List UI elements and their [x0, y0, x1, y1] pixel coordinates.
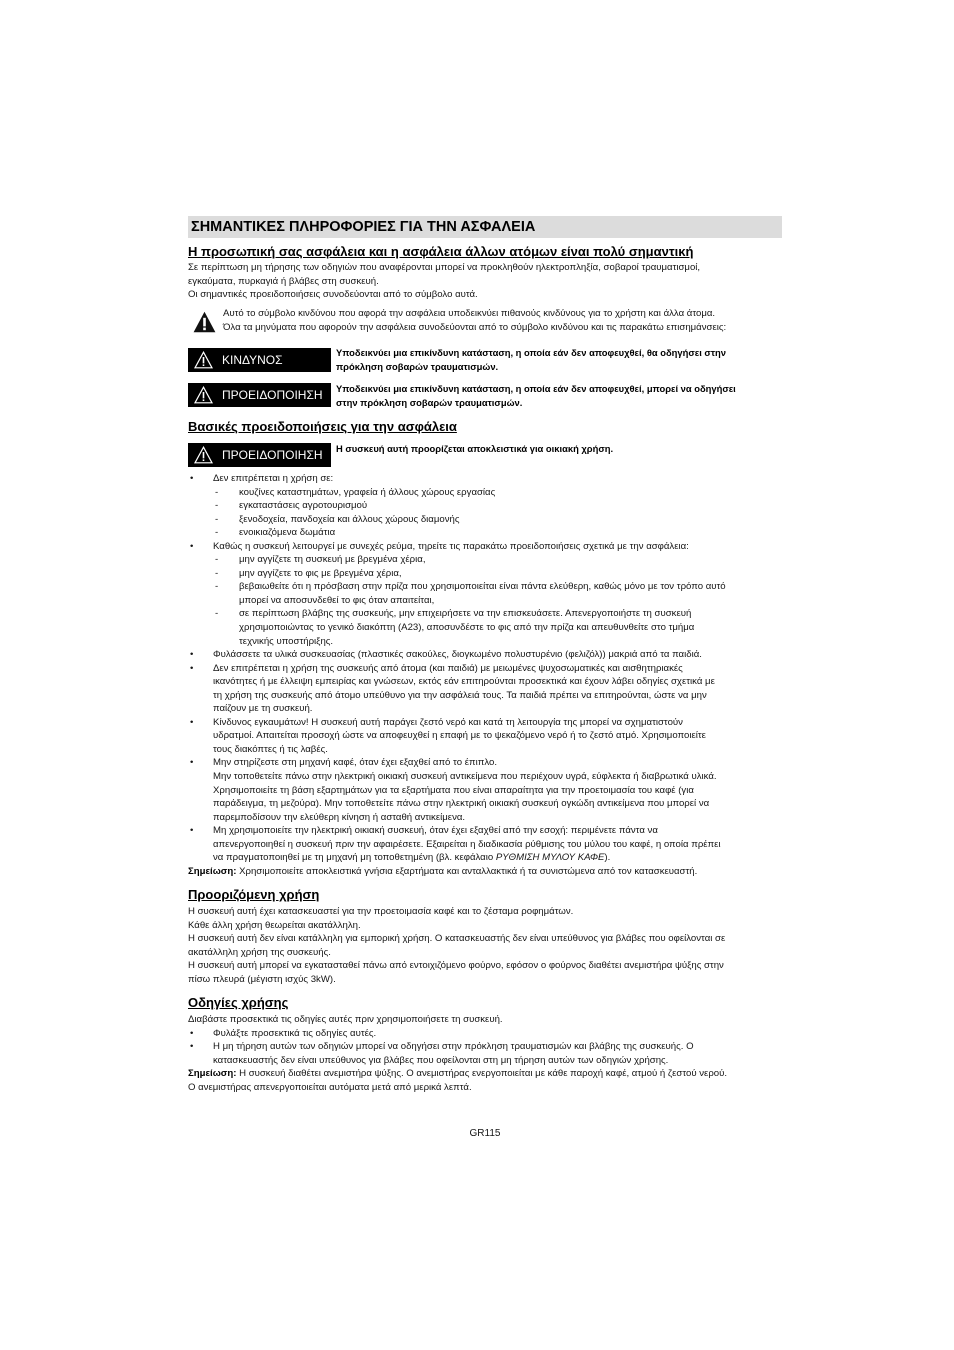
sub-list-item: [213, 499, 782, 513]
list-item: [188, 756, 782, 824]
text-line: - μην αγγίζετε τη συσκευή με βρεγμένα χέρια,: [239, 554, 426, 566]
page-title: ΣΗΜΑΝΤΙΚΕΣ ΠΛΗΡΟΦΟΡΙΕΣ ΓΙΑ ΤΗΝ ΑΣΦΑΛΕΙΑ: [191, 219, 536, 235]
text-line: Η συσκευή αυτή έχει κατασκευαστεί για την προετοιμασία καφέ και το ζέσταμα ροφημάτων.: [188, 906, 574, 917]
warning-label-box: [188, 443, 331, 467]
text-line: Αυτό το σύμβολο κινδύνου που αφορά την ασφάλεια υποδεικνύει πιθανούς κινδύνους για το χρήστη και άλλα άτομα.: [223, 308, 716, 319]
list-item: [188, 1040, 782, 1067]
danger-label-box: [188, 348, 331, 372]
list-item: [188, 540, 782, 648]
list-item: [188, 716, 782, 757]
text-line: παίζουν με τη συσκευή.: [213, 703, 313, 715]
text-line: - βεβαιωθείτε ότι η πρόσβαση στην πρίζα που χρησιμοποιείται είναι πάντα ελεύθερη, καθώς μόνο με τον τρόπο αυτό: [239, 581, 726, 593]
symbol-note: [223, 307, 782, 334]
warning-label: ΠΡΟΕΙΔΟΠΟΙΗΣΗ: [222, 388, 323, 402]
sub-list-item: [213, 567, 782, 581]
sub-list-item: [213, 580, 782, 607]
text-line: Υποδεικνύει μια επικίνδυνη κατάσταση, η οποία εάν δεν αποφευχθεί, θα οδηγήσει στην: [336, 347, 726, 358]
text-line: εγκαύματα, πυρκαγιά ή βλάβες στη συσκευή.: [188, 275, 379, 287]
text-line: - ξενοδοχεία, πανδοχεία και άλλους χώρους διαμονής: [239, 513, 460, 525]
text-line: • Μην στηρίζεστε στη μηχανή καφέ, όταν έχει εξαχθεί από το έπιπλο.: [213, 757, 498, 769]
note: [188, 1067, 782, 1081]
sub-list-item: [213, 513, 782, 527]
note: [188, 865, 782, 879]
text-line: • Φυλάσσετε τα υλικά συσκευασίας (πλαστικές σακούλες, διογκωμένο πολυστυρένιο (φελιζόλ)) μακριά από τα παιδιά.: [213, 649, 702, 661]
warning-triangle-icon: [194, 351, 213, 369]
text-line: Διαβάστε προσεκτικά τις οδηγίες αυτές πριν χρησιμοποιήσετε τη συσκευή.: [188, 1014, 503, 1025]
intro-paragraph: [188, 261, 782, 302]
text-line: • Η μη τήρηση αυτών των οδηγιών μπορεί να οδηγήσει στην πρόκληση τραυματισμών και βλάβης της συσκευής. Ο: [213, 1041, 694, 1053]
text-line: - ενοικιαζόμενα δωμάτια: [239, 527, 336, 539]
text-line: • Καθώς η συσκευή λειτουργεί με συνεχές ρεύμα, τηρείτε τις παρακάτω προειδοποιήσεις σχετικά με την ασφάλεια:: [213, 540, 689, 552]
warning-description: [336, 382, 782, 409]
text-line: Σε περίπτωση μη τήρησης των οδηγιών που αναφέρονται μπορεί να προκληθούν ηλεκτροπληξία, σοβαροί τραυματισμοί,: [188, 262, 701, 273]
text-line: μπορεί να αποσυνδεθεί το φις όταν απαιτείται,: [239, 594, 435, 606]
text-line-with-reference: [213, 851, 782, 865]
text-line: Κάθε άλλη χρήση θεωρείται ακατάλληλη.: [188, 919, 361, 931]
section-heading-basic-warnings: Βασικές προειδοποιήσεις για την ασφάλεια: [188, 419, 457, 434]
text-line: Όλα τα μηνύματα που αφορούν την ασφάλεια συνοδεύονται από το σύμβολο κινδύνου και τις παρακάτω επισημάνσεις:: [223, 321, 727, 333]
text-line: τους διακόπτες ή τις λαβές.: [213, 743, 328, 755]
text-line: • Δεν επιτρέπεται η χρήση της συσκευής από άτομα (και παιδιά) με μειωμένες ψυχοσωματικές και αισθητηριακές: [213, 662, 683, 674]
text-line: Οι σημαντικές προειδοποιήσεις συνοδεύονται από το σύμβολο αυτά.: [188, 289, 478, 301]
instructions-paragraph: [188, 1013, 782, 1094]
list-item: [188, 648, 782, 662]
text-fragment: ).: [604, 852, 611, 864]
text-line: απενεργοποιηθεί η συσκευή πριν την αφαιρέσετε. Εξαιρείται η διαδικασία ρύθμισης του μύλου του καφέ, η οποία πρέπει: [213, 838, 721, 850]
note-label: Σημείωση:: [188, 865, 237, 877]
warning-description: [336, 442, 782, 456]
text-line: Υποδεικνύει μια επικίνδυνη κατάσταση, η οποία εάν δεν αποφευχθεί, μπορεί να οδηγήσει: [336, 383, 736, 394]
sub-list-item: [213, 486, 782, 500]
danger-description: [336, 346, 782, 373]
warning-label-box: [188, 383, 331, 407]
warning-triangle-icon: [194, 386, 213, 404]
text-line: • Μη χρησιμοποιείτε την ηλεκτρική οικιακή συσκευή, όταν έχει εξαχθεί από την εσοχή: περιμένετε πάντα να: [213, 825, 658, 837]
sub-list-item: [213, 553, 782, 567]
text-line: Η συσκευή αυτή μπορεί να εγκατασταθεί πάνω από εντοιχιζόμενο φούρνο, εφόσον ο φούρνος διαθέτει ανεμιστήρα ψύξης στην: [188, 960, 724, 972]
note-text: Χρησιμοποιείτε αποκλειστικά γνήσια εξαρτήματα και ανταλλακτικά ή τα συνιστώμενα από τον κατασκευαστή.: [239, 865, 698, 877]
sub-list-item: [213, 526, 782, 540]
warning-triangle-icon: [193, 311, 216, 333]
note-label: Σημείωση:: [188, 1068, 237, 1080]
chapter-reference: ΡΥΘΜΙΣΗ ΜΥΛΟΥ ΚΑΦΕ: [495, 852, 605, 864]
section-heading-personal-safety: Η προσωπική σας ασφάλεια και η ασφάλεια άλλων ατόμων είναι πολύ σημαντική: [188, 244, 694, 259]
warning-triangle-icon: [194, 446, 213, 464]
text-line: - κουζίνες καταστημάτων, γραφεία ή άλλους χώρους εργασίας: [239, 486, 496, 498]
list-item: [188, 472, 782, 540]
sub-list-item: [213, 607, 782, 648]
text-line: ακατάλληλη χρήση της συσκευής.: [188, 946, 331, 958]
safety-warnings-list: [188, 472, 782, 878]
text-line: - σε περίπτωση βλάβης της συσκευής, μην επιχειρήσετε να την επισκευάσετε. Απενεργοποιήστε τη συσκευή: [239, 608, 692, 620]
text-line: κατασκευαστής δεν είναι υπεύθυνος για βλάβες που οφείλονται στη μη τήρηση αυτών των οδηγιών χρήσης.: [213, 1054, 669, 1066]
text-line: • Κίνδυνος εγκαυμάτων! Η συσκευή αυτή παράγει ζεστό νερό και κατά τη λειτουργία της μπορεί να σχηματιστούν: [213, 716, 683, 728]
list-item: [188, 824, 782, 865]
section-title-bar: [188, 216, 782, 238]
text-line: - εγκαταστάσεις αγροτουρισμού: [239, 500, 368, 512]
text-line: υδρατμοί. Απαιτείται προσοχή ώστε να αποφευχθεί η επαφή με το ψεκαζόμενο νερό ή το ζεστό ατμό. Χρησιμοποιείτε: [213, 730, 706, 742]
danger-label: ΚΙΝΔΥΝΟΣ: [222, 353, 283, 367]
text-line: πρόκληση σοβαρών τραυματισμών.: [336, 360, 499, 372]
text-line: Ο ανεμιστήρας απενεργοποιείται αυτόματα μετά από μερικά λεπτά.: [188, 1081, 472, 1093]
section-heading-intended-use: Προοριζόμενη χρήση: [188, 887, 320, 902]
text-line: χρησιμοποιώντας το γενικό διακόπτη (A23), αποσυνδέστε το φις από την πρίζα και απευθυνθείτε στο τμήμα: [239, 622, 695, 634]
page-number: GR115: [469, 1128, 501, 1139]
text-line: ικανότητες ή με έλλειψη εμπειρίας και γνώσεων, εκτός εάν επιτηρούνται προσεκτικά και έχουν λάβει οδηγίες σχετικά με: [213, 676, 715, 688]
text-line: • Δεν επιτρέπεται η χρήση σε:: [213, 473, 334, 484]
text-line: στην πρόκληση σοβαρών τραυματισμών.: [336, 396, 523, 408]
text-line: παράδειγμα, τη μεζούρα). Μην τοποθετείτε πάνω στην ηλεκτρική οικιακή συσκευή ογκώδη αντικείμενα που μπορεί να: [213, 798, 710, 810]
text-line: Η συσκευή αυτή προορίζεται αποκλειστικά για οικιακή χρήση.: [336, 443, 614, 454]
text-line: πίσω πλευρά (μέγιστη ισχύς 3kW).: [188, 973, 336, 985]
text-line: • Φυλάξτε προσεκτικά τις οδηγίες αυτές.: [213, 1027, 377, 1039]
list-item: [188, 662, 782, 716]
list-item: [188, 1027, 782, 1041]
text-line: τεχνικής υποστήριξης.: [239, 635, 334, 647]
text-line: Μην τοποθετείτε πάνω στην ηλεκτρική οικιακή συσκευή αντικείμενα που περιέχουν υγρά, εύφλεκτα ή διαβρωτικά υλικά.: [213, 771, 717, 783]
text-line: - μην αγγίζετε το φις με βρεγμένα χέρια,: [239, 567, 402, 579]
text-line: τη χρήση της συσκευής από άτομο υπεύθυνο για την ασφάλειά τους. Τα παιδιά πρέπει να επιτηρούνται, ώστε να μην: [213, 689, 707, 701]
text-line: Χρησιμοποιείτε τη βάση εξαρτημάτων για τα εξαρτήματα που είναι απαραίτητα για την προετοιμασία του καφέ (για: [213, 784, 694, 796]
section-heading-instructions: Οδηγίες χρήσης: [188, 995, 289, 1010]
intended-use-paragraph: [188, 905, 782, 986]
text-line: παρεμποδίσουν την ελεύθερη κίνηση ή ασταθή αντικείμενα.: [213, 811, 466, 823]
warning-label: ΠΡΟΕΙΔΟΠΟΙΗΣΗ: [222, 448, 323, 462]
text-line: Η συσκευή αυτή δεν είναι κατάλληλη για εμπορική χρήση. Ο κατασκευαστής δεν είναι υπεύθυνος για βλάβες που οφείλονται σε: [188, 933, 726, 945]
text-fragment: να πραγματοποιηθεί με τη μηχανή μη τοποθετημένη (βλ. κεφάλαιο: [213, 852, 494, 864]
note-text: Η συσκευή διαθέτει ανεμιστήρα ψύξης. Ο ανεμιστήρας ενεργοποιείται με κάθε παροχή καφέ, ατμού ή ζεστού νερού.: [239, 1068, 728, 1080]
